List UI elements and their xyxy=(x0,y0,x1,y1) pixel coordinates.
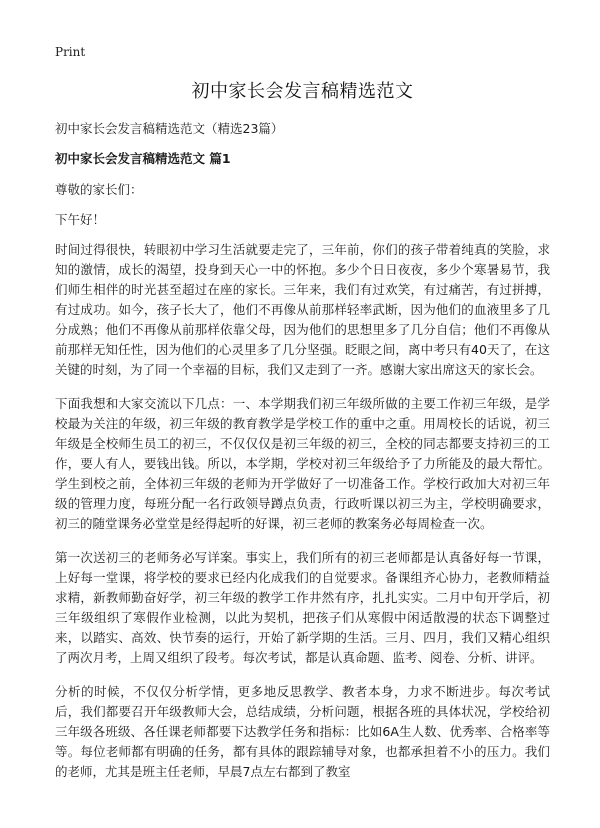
body-paragraph: 下面我想和大家交流以下几点：一、本学期我们初三年级所做的主要工作初三年级，是学校最为关注的年级，初三年级的教育教学是学校工作的重中之重。用周校长的话说，初三年级是全校师生员工的初三，不仅仅仅是初三年级的初三，全校的同志都要支持初三的工作，要人有人，要钱出钱。所以，本学期，学校对初三年级给予了力所能及的最大帮忙。学生到校之前，全体初三年级的老师为开学做好了一切准备工作。学校行政加大对初三年级的管理力度，每班分配一名行政领导蹲点负责，行政听课以初三为主，学校明确要求，初三的随堂课务必堂堂是经得起听的好课，初三老师的教案务必每周检查一次。 xyxy=(55,396,550,531)
body-paragraph: 分析的时候，不仅仅分析学情，更多地反思教学、教者本身，力求不断进步。每次考试后，我们都要召开年级教师大会，总结成绩，分析问题，根据各班的具体状况，学校给初三年级各班级、各任课老师都要下达教学任务和指标：比如6A生人数、优秀率、合格率等等。每位老师都有明确的任务，都有具体的跟踪辅导对象，也都承担着不小的压力。我们的老师，尤其是班主任老师，早晨7点左右都到了教室 xyxy=(55,684,550,779)
body-paragraph: 第一次送初三的老师务必写详案。事实上，我们所有的初三老师都是认真备好每一节课，上好每一堂课，将学校的要求已经内化成我们的自觉要求。备课组齐心协力，老教师精益求精，新教师勤奋好学，初三年级的教学工作井然有序，扎扎实实。二月中旬开学后，初三年级组织了寒假作业检测，以此为契机，把孩子们从寒假中闲适散漫的状态下调整过来，以踏实、高效、快节奏的运行，开始了新学期的生活。三月、四月，我们又精心组织了两次月考，上周又组织了段考。每次考试，都是认真命题、监考、阅卷、分析、讲评。 xyxy=(55,550,550,665)
salutation-paragraph: 尊敬的家长们： xyxy=(55,182,143,197)
section-heading: 初中家长会发言稿精选范文 篇1 xyxy=(55,151,231,166)
document-title: 初中家长会发言稿精选范文 xyxy=(191,81,414,102)
body-paragraph: 时间过得很快，转眼初中学习生活就要走完了，三年前，你们的孩子带着纯真的笑脸，求知的激情，成长的渴望，投身到天心一中的怀抱。多少个日日夜夜，多少个寒暑易节，我们师生相伴的时光甚至超过在座的家长。三年来，我们有过欢笑，有过痛苦，有过拼搏，有过成功。如今，孩子长大了，他们不再像从前那样轻率武断，因为他们的血液里多了几分成熟；他们不再像从前那样依靠父母，因为他们的思想里多了几分自信；他们不再像从前那样无知任性，因为他们的心灵里多了几分坚强。眨眼之间，离中考只有40天了，在这关键的时刻，为了同一个幸福的目标，我们又走到了一齐。感谢大家出席这天的家长会。 xyxy=(55,242,550,377)
document-subtitle: 初中家长会发言稿精选范文（精选23篇） xyxy=(55,121,284,136)
greeting-paragraph: 下午好！ xyxy=(55,212,106,227)
document-body xyxy=(55,180,550,796)
print-label: Print xyxy=(55,45,86,59)
